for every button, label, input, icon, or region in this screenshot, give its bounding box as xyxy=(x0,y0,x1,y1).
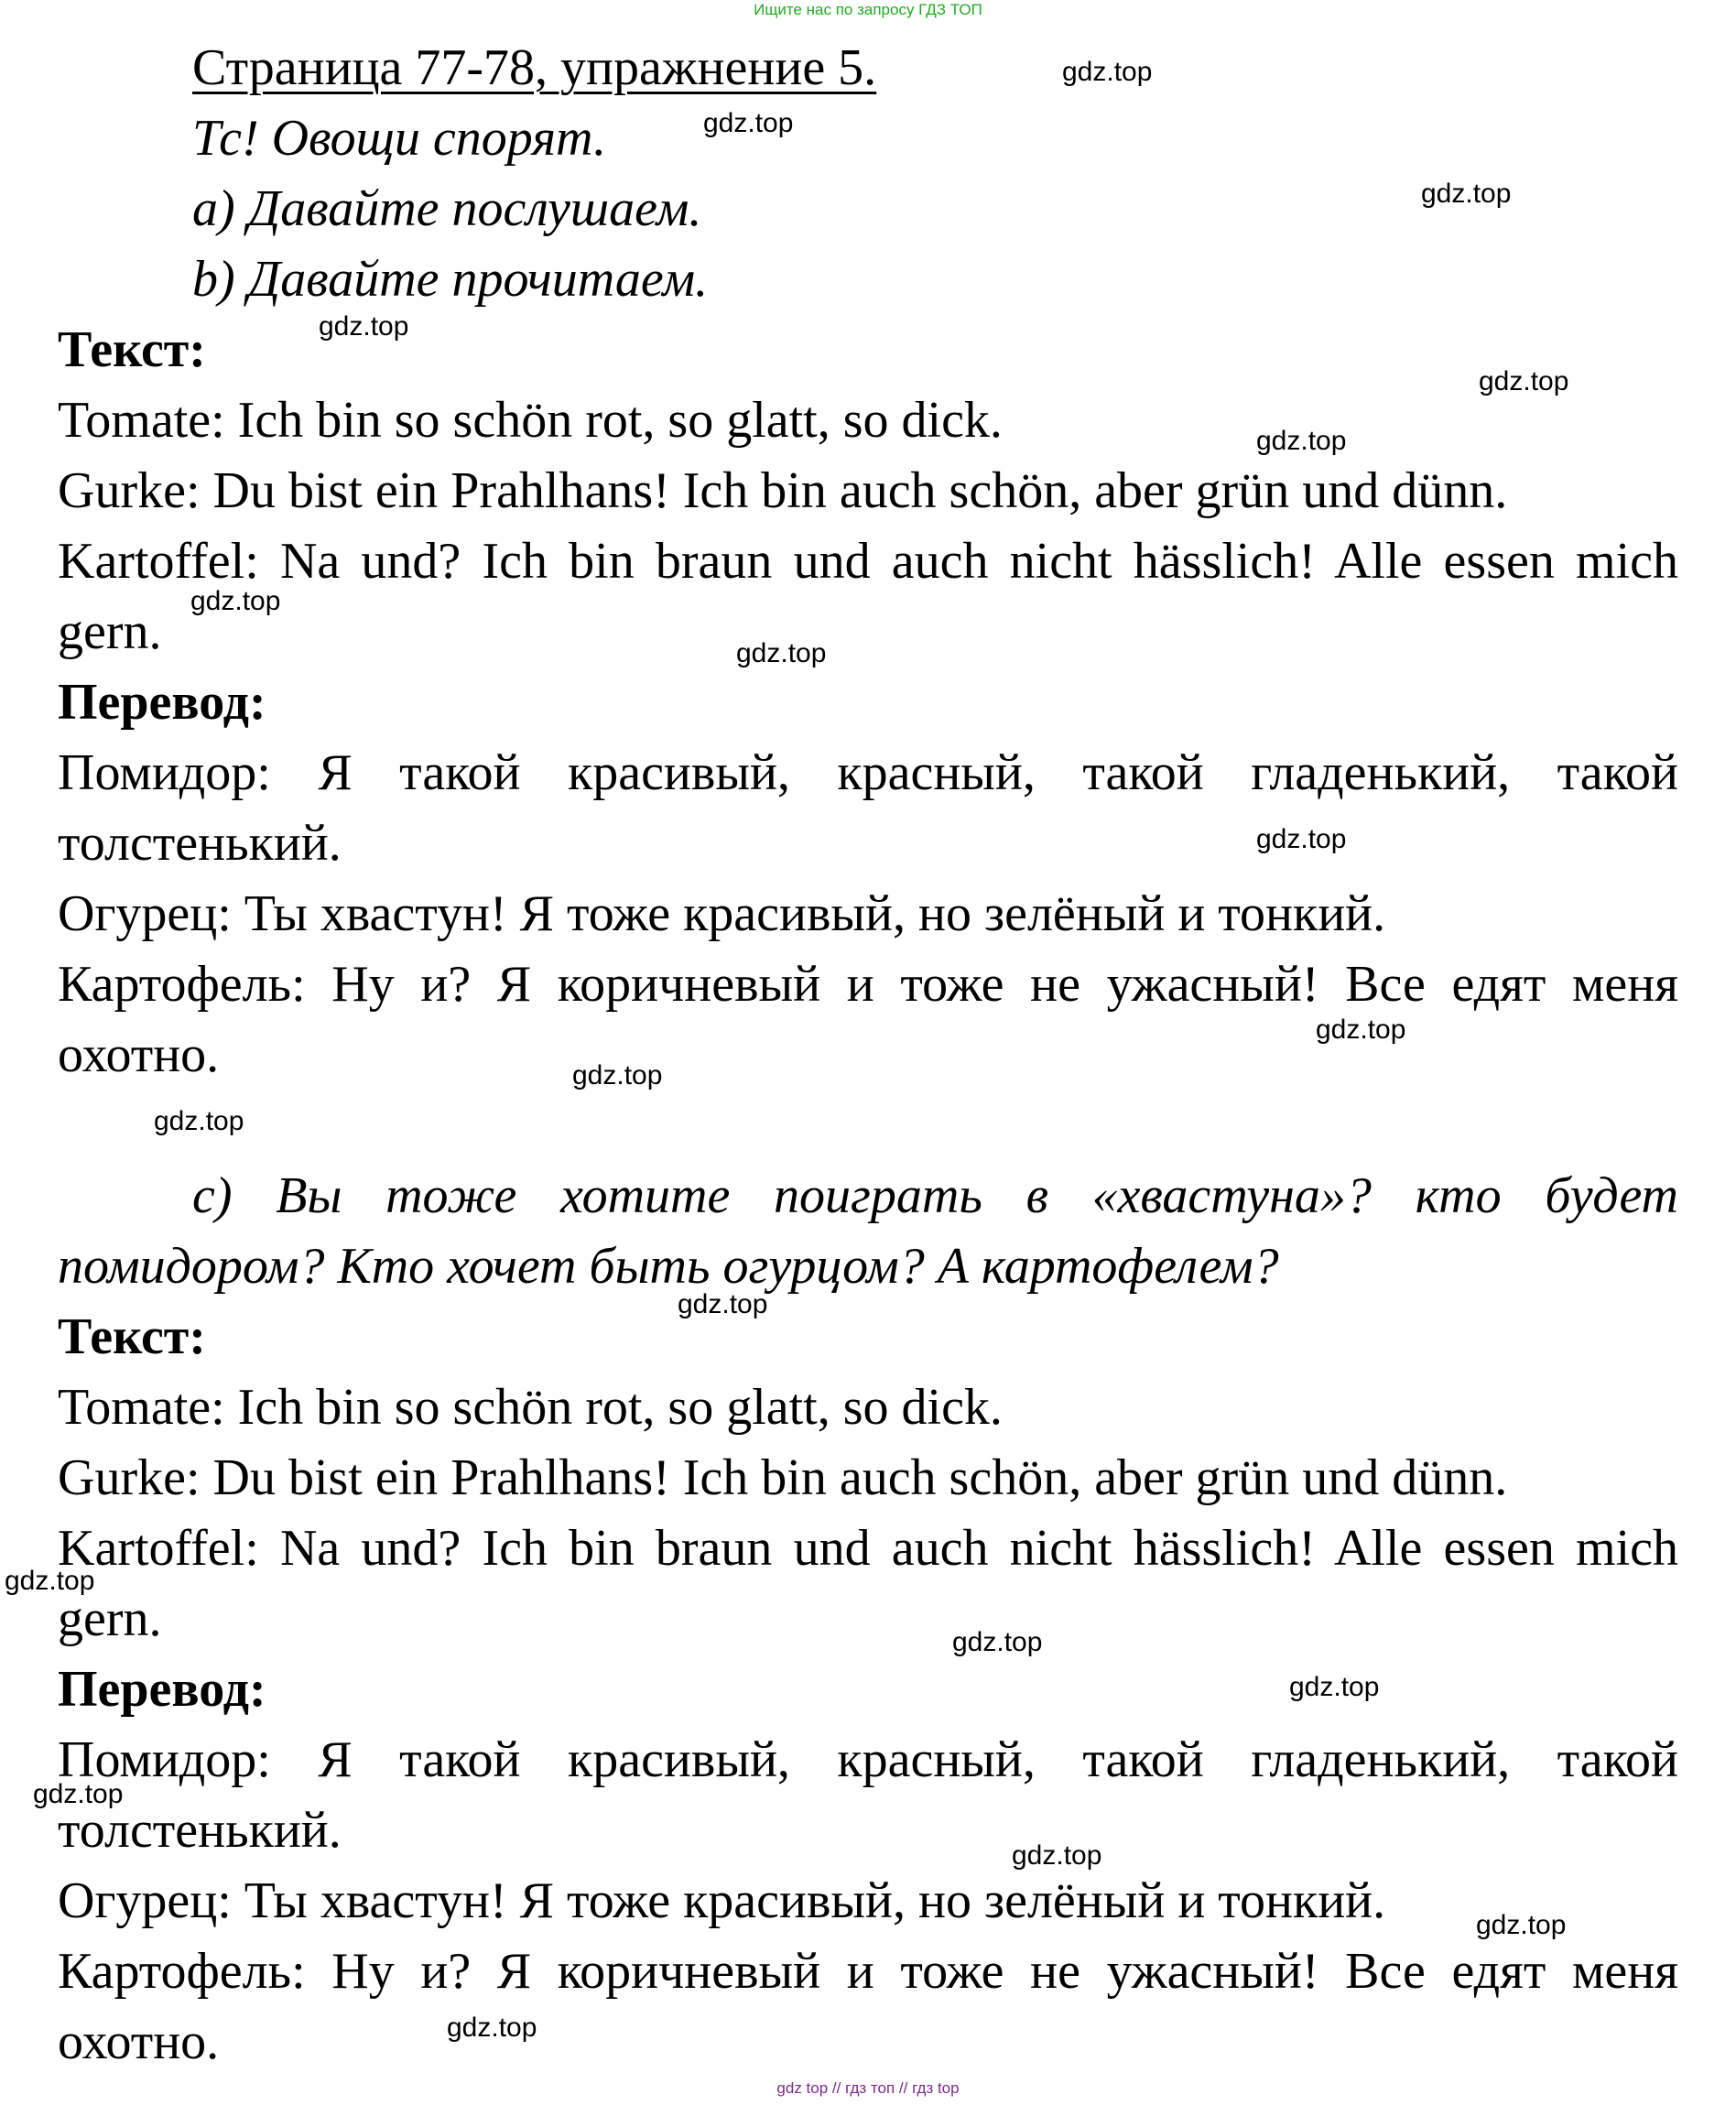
kartofel-line-2: Картофель: Ну и? Я коричневый и тоже не ужасный! Все едят меня охотно. xyxy=(58,1943,1678,2070)
task-c: c) Вы тоже хотите поиграть в «хвастуна»? кто будет помидором? Кто хочет быть огурцом? А картофелем? xyxy=(58,1167,1678,1295)
watermark: gdz.top xyxy=(1256,426,1347,456)
watermark: gdz.top xyxy=(678,1289,768,1319)
watermark: gdz.top xyxy=(1012,1840,1102,1871)
document-body xyxy=(58,33,1678,2078)
watermark: gdz.top xyxy=(1289,1672,1380,1702)
pomidor-line-1: Помидор: Я такой красивый, красный, такой гладенький, такой толстенький. xyxy=(58,744,1678,872)
watermark: gdz.top xyxy=(952,1627,1043,1657)
watermark: gdz.top xyxy=(1256,824,1347,854)
kartofel-line-1: Картофель: Ну и? Я коричневый и тоже не ужасный! Все едят меня охотно. xyxy=(58,956,1678,1083)
tomate-line-1: Tomate: Ich bin so schön rot, so glatt, so dick. xyxy=(58,392,1003,449)
kartoffel-line-2: Kartoffel: Na und? Ich bin braun und auch nicht hässlich! Alle essen mich gern. xyxy=(58,1520,1678,1647)
top-banner: Ищите нас по запросу ГДЗ ТОП xyxy=(754,1,982,18)
translation-heading-1: Перевод: xyxy=(58,674,266,731)
watermark: gdz.top xyxy=(1316,1015,1406,1045)
watermark: gdz.top xyxy=(572,1060,663,1090)
watermark: gdz.top xyxy=(703,108,794,138)
text-heading-2: Текст: xyxy=(58,1308,206,1365)
watermark: gdz.top xyxy=(447,2013,537,2043)
intro-line-2: a) Давайте послушаем. xyxy=(192,180,702,237)
watermark: gdz.top xyxy=(154,1106,244,1136)
footer: gdz top // гдз топ // гдз top xyxy=(776,2079,960,2097)
watermark: gdz.top xyxy=(5,1566,95,1596)
watermark: gdz.top xyxy=(1421,179,1512,209)
intro-line-1: Тс! Овощи спорят. xyxy=(192,110,607,167)
watermark: gdz.top xyxy=(1062,57,1153,87)
watermark: gdz.top xyxy=(736,638,827,668)
spacer xyxy=(58,1090,1678,1161)
translation-heading-2: Перевод: xyxy=(58,1661,266,1718)
watermark: gdz.top xyxy=(1479,366,1569,396)
text-heading-1: Текст: xyxy=(58,321,206,378)
watermark: gdz.top xyxy=(33,1779,124,1809)
ogurec-line-1: Огурец: Ты хвастун! Я тоже красивый, но зелёный и тонкий. xyxy=(58,885,1386,942)
ogurec-line-2: Огурец: Ты хвастун! Я тоже красивый, но зелёный и тонкий. xyxy=(58,1872,1386,1929)
pomidor-line-2: Помидор: Я такой красивый, красный, такой гладенький, такой толстенький. xyxy=(58,1731,1678,1859)
intro-line-3: b) Давайте прочитаем. xyxy=(192,251,709,308)
watermark: gdz.top xyxy=(190,586,281,616)
watermark: gdz.top xyxy=(319,311,409,342)
gurke-line-2: Gurke: Du bist ein Prahlhans! Ich bin auch schön, aber grün und dünn. xyxy=(58,1449,1508,1506)
page-title: Страница 77-78, упражнение 5. xyxy=(192,39,877,96)
kartoffel-line-1: Kartoffel: Na und? Ich bin braun und auch nicht hässlich! Alle essen mich gern. xyxy=(58,533,1678,660)
watermark: gdz.top xyxy=(1476,1910,1567,1940)
tomate-line-2: Tomate: Ich bin so schön rot, so glatt, so dick. xyxy=(58,1379,1003,1436)
gurke-line-1: Gurke: Du bist ein Prahlhans! Ich bin auch schön, aber grün und dünn. xyxy=(58,462,1508,519)
